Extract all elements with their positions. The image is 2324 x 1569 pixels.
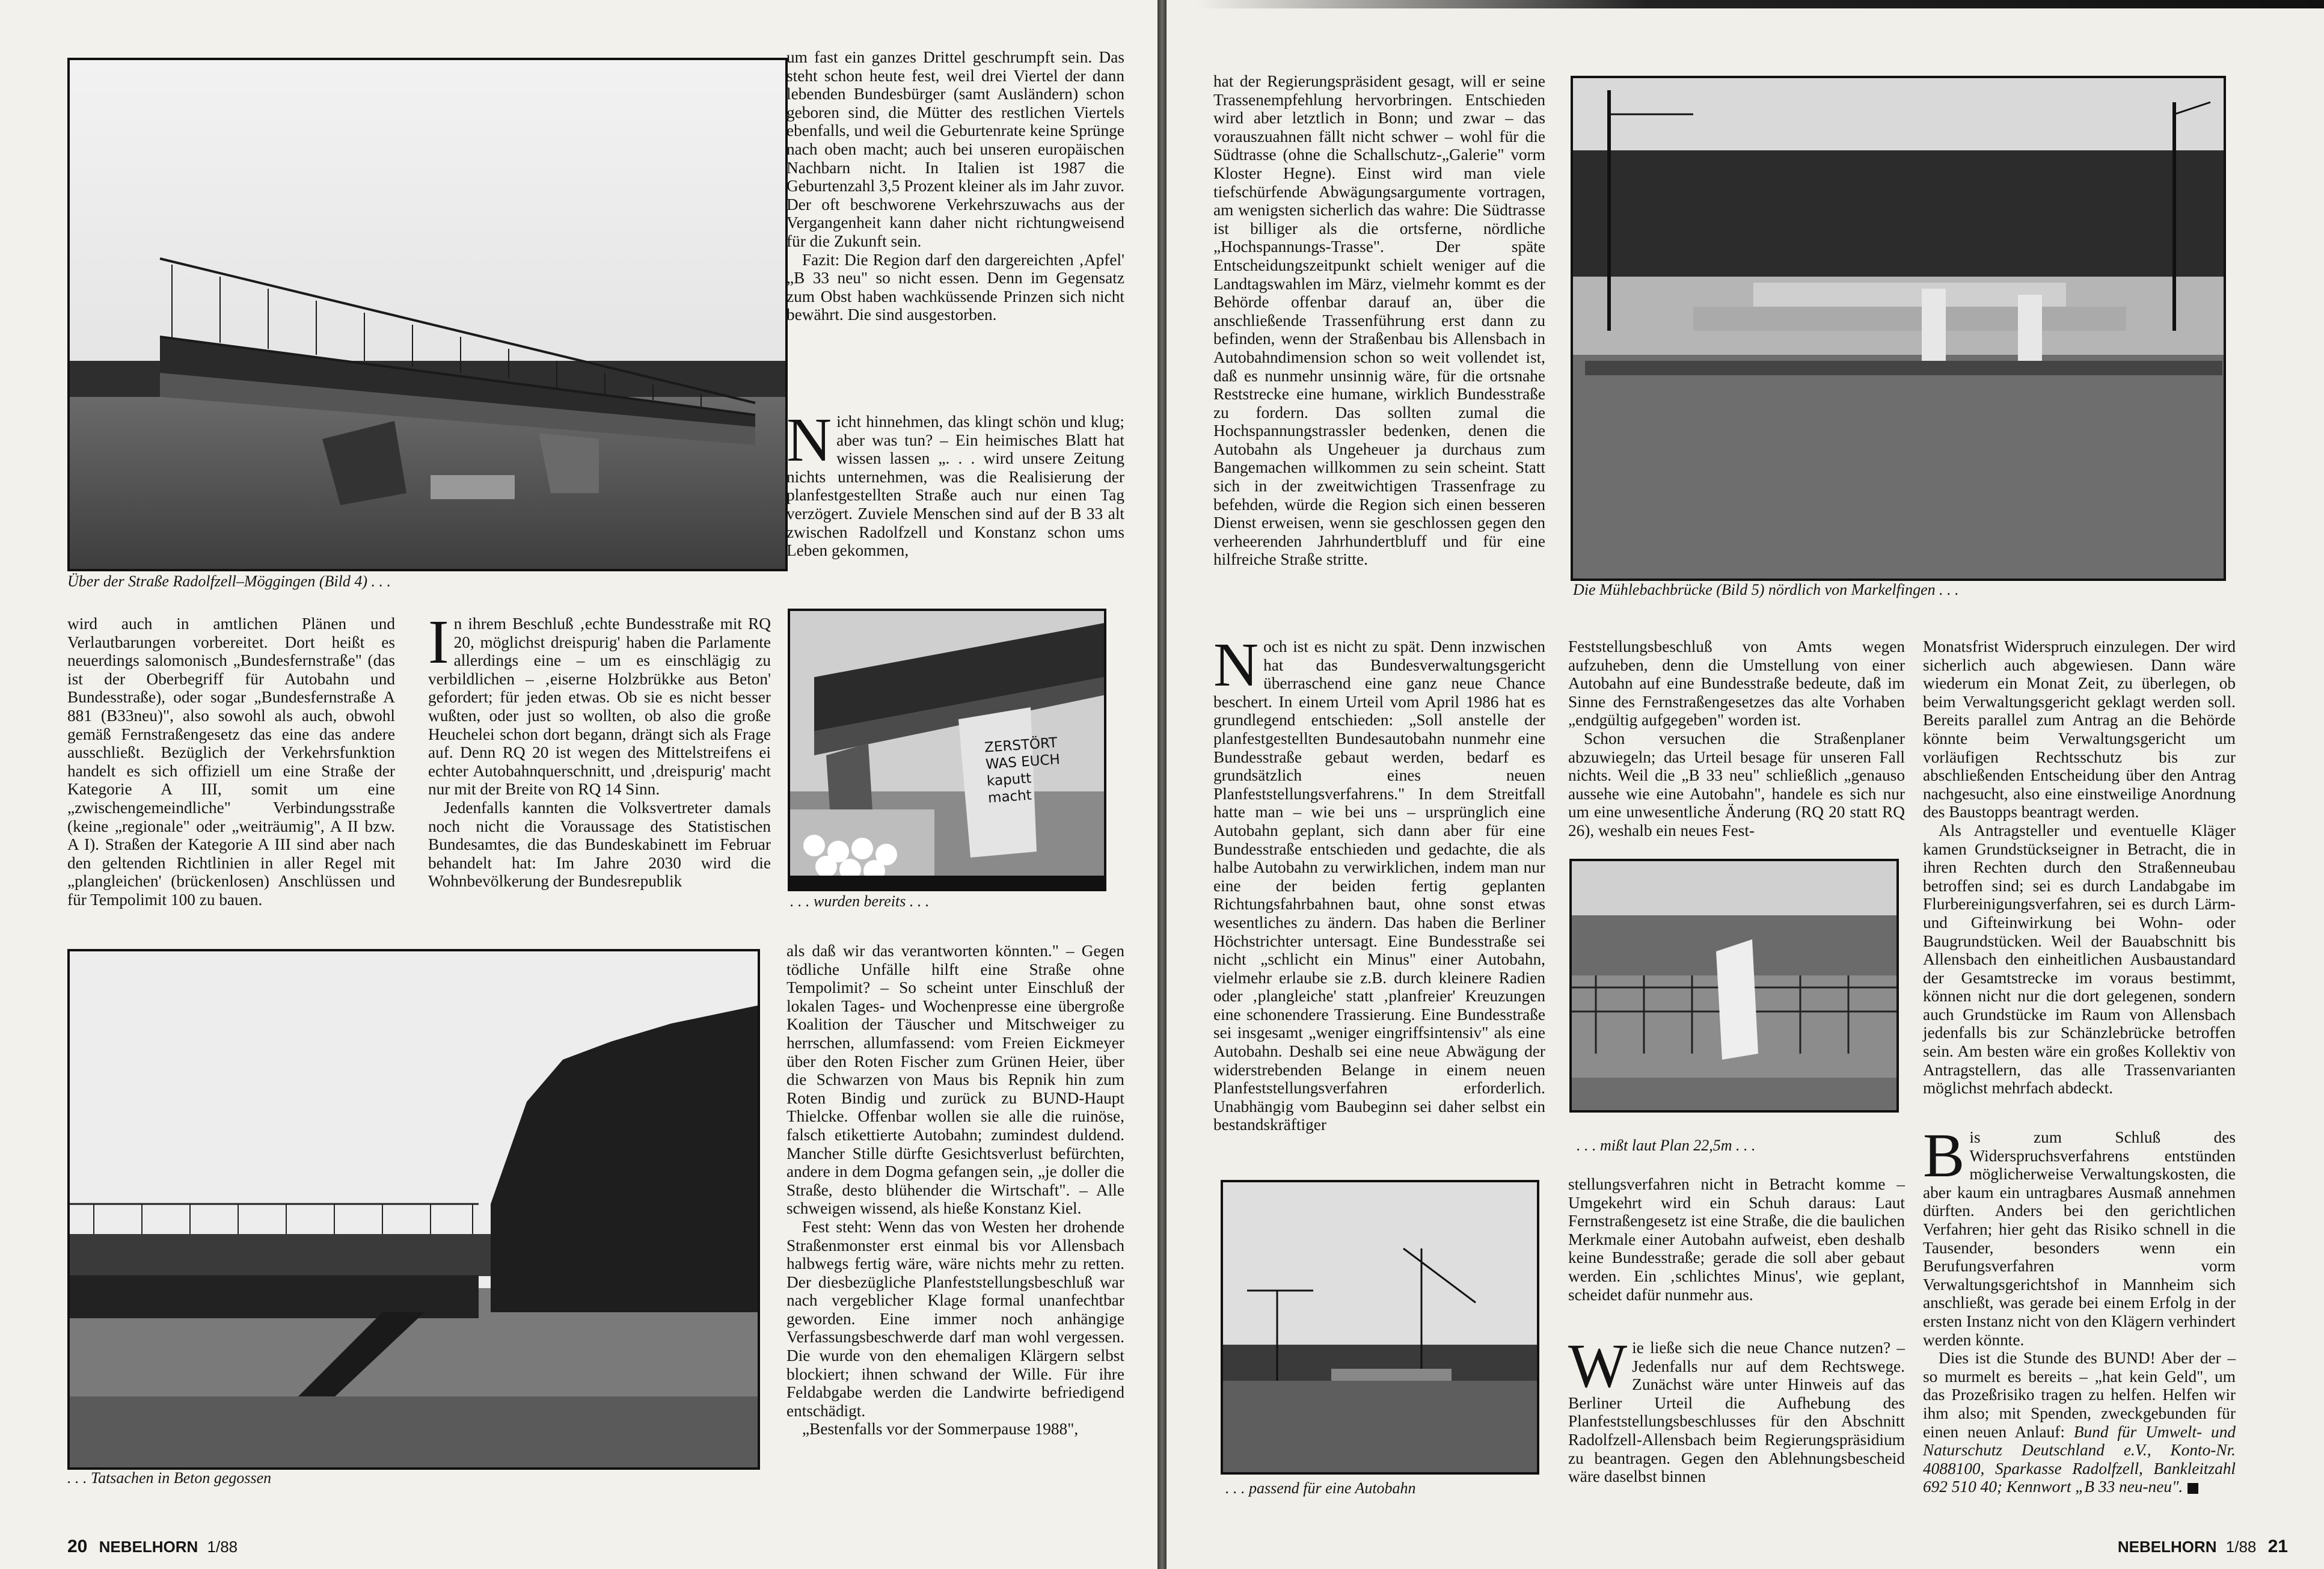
caption-22-5m: . . . mißt laut Plan 22,5m . . . — [1577, 1137, 1756, 1154]
paragraph-text: och ist es nicht zu spät. Denn inzwischen hat das Bundesverwaltungsgericht überraschend eine ganz neue Chance beschert. In einem Urteil vom April 1986 hat es grundlegend entschieden: „Soll anstelle der planfestgestellten Bundesautobahn nunmehr eine Bundesstraße gebaut werden, bedarf es grundsätzlich eines neuen Planfeststellungsverfahrens." In dem Streitfall hatte man – wie bei uns – ursprünglich eine Autobahn geplant, sich dann aber für eine Bundesstraße entschieden und gedachte, die als halbe Autobahn zu verwirklichen, indem man nur eine der beiden fertig geplanten Richtungsfahrbahnen baut, ohne sonst etwas wesentliches zu ändern. Das haben die Berliner Höchstrichter untersagt. Eine Bundesstraße sei nicht „schlicht ein Minus" einer Autobahn, vielmehr erlaube sie z.B. durch kleinere Radien oder ‚plangleiche' statt ‚planfreier' Kreuzungen eine schonendere Trassierung. Eine Bundesstraße sei insgesamt „weniger eingriffsintensiv" als eine Autobahn. Deshalb sei eine neue Abwägung der widerstrebenden Belange in einem neuen Planfeststellungsverfahren erforderlich. Unabhängig vom Baubeginn sei daher selbst ein bestandskräftiger — [1213, 637, 1545, 1134]
paragraph: hat der Regierungspräsident gesagt, will er seine Trassenempfehlung hervorbringen. Entschieden wird aber letztlich in Bonn; und zwar – das vorauszuahnen fällt nicht schwer – wohl für die Südtrasse (ohne die Schallschutz-„Galerie" vorm Kloster Hegne). Einst wird man viele tiefschürfende Abwägungsargumente vortragen, am wenigsten sicherlich das wahre: Die Südtrasse ist billiger als die ortsferne, nördliche „Hochspannungs-Trasse". Der späte Entscheidungszeitpunkt schielt weniger auf die Landtagswahlen im März, vielmehr kommt es der Behörde offenbar darauf an, über die anschließende Trassenführung erst dann zu befinden, wenn der Straßenbau bis Allensbach in Autobahndimension schon so weit vollendet ist, daß es nunmehr unsinnig wäre, für die ortsnahe Reststrecke eine humane, wirklich Bundesstraße zu fordern. Das sollten zumal die Hochspannungstrassler bedenken, denen die Autobahn als Ungeheuer ja durchaus zum Bangemachen willkommen zu sein scheint. Statt sich in der zweitwichtigen Trassenfrage zu befehden, würde die Region sich einen besseren Dienst erweisen, wenn sie geschlossen gegen den verheerenden Jahrhundertbluff und für eine hilfreiche Straße stritte. — [1213, 72, 1545, 569]
left-col1-text — [67, 615, 395, 909]
dropcap: I — [428, 607, 449, 677]
left-page — [0, 0, 1157, 1569]
right-col1-bottom-text — [1213, 630, 1545, 1134]
left-col3-bottom-text — [786, 942, 1124, 1439]
graffiti-line: ZERSTÖRT — [984, 735, 1058, 756]
paragraph — [1568, 1331, 1905, 1486]
dropcap: N — [1213, 630, 1259, 699]
caption-bild4: Über der Straße Radolfzell–Möggingen (Bild 4) . . . — [67, 573, 391, 590]
paragraph-text: Dies ist die Stunde des BUND! Aber der – so murmelt es bereits – „hat kein Geld", um das Prozeßrisiko tragen zu helfen. Helfen wir ihm also; mit Spenden, zweckgebunden für einen neuen Anlauf: — [1923, 1349, 2236, 1441]
paragraph-text: is zum Schluß des Widerspruchsverfahrens entstünden möglicherweise Verwaltungskosten, die aber kaum ein untragbares Ausmaß annehmen dürften. Anders bei den gerichtlichen Verfahren; hier geht das Risiko schnell in die Tausender, besonders wenn ein Berufungsverfahren vorm Verwaltungsgerichtshof in Mannheim sich anschließt, was gerade bei einem Erfolg in der ersten Instanz nicht von den Klägern verhindert werden könnte. — [1923, 1128, 2236, 1349]
photo-bridge-bild4 — [67, 58, 788, 571]
dropcap: N — [786, 405, 832, 474]
caption-tatsachen-beton: . . . Tatsachen in Beton gegossen — [67, 1469, 272, 1487]
magazine-name: NEBELHORN — [2117, 1538, 2217, 1556]
page-number: 20 — [67, 1537, 88, 1556]
photo-muehlebachbruecke-bild5 — [1571, 76, 2226, 581]
bank-details: Bund für Umwelt- und Naturschutz Deutschland e.V., Konto-Nr. 4088100, Sparkasse Radolfzell, Bankleitzahl 692 510 40; Kennwort „B 33 neu-neu". — [1923, 1422, 2236, 1496]
page-footer-left — [67, 1537, 238, 1557]
paragraph: Jedenfalls kannten die Volksvertreter damals noch nicht die Voraussage des Statistischen Bundesamtes, die das Bundeskabinett im Februar behandelt hat: Im Jahre 2030 wird die Wohnbevölkerung der Bundesrepublik — [428, 798, 771, 891]
paragraph-text: icht hinnehmen, das klingt schön und klug; aber was tun? – Ein heimisches Blatt hat wissen lassen „. . . wird unsere Zeitung nichts unternehmen, was die Realisierung der planfestgestellten Straße auch nur einen Tag verzögert. Zuviele Menschen sind auf der B 33 alt zwischen Radolfzell und Konstanz schon ums Leben gekommen, — [786, 413, 1124, 560]
spine-gutter — [1157, 0, 1167, 1569]
graffiti-line: kaputt — [986, 770, 1032, 790]
caption-wurden-bereits: . . . wurden bereits . . . — [790, 892, 930, 910]
left-col3-mid-text — [786, 405, 1124, 560]
photo-bridge-pillars-graffiti — [788, 609, 1106, 891]
paragraph: Als Antragsteller und eventuelle Kläger kamen Grundstückseigner in Betracht, die in ihren Rechten durch den Straßenneubau betroffen sind; sei es durch Landabgabe im Flurbereinigungsverfahren, sei es durch Lärm- und Gifteinwirkung bei Wohn- oder Baugrundstücken. Weil der Bauabschnitt bis Allensbach den einheitlichen Ausbaustandard der Gesamtstrecke im voraus bestimmt, können nicht nur die dort gelegenen, sondern auch Grundstücke im Raum von Allensbach jedenfalls bis zur Schänzlebrücke betroffen sein. Am besten wäre ein großes Kollektiv von Antragstellern, das alle Trassenvarianten möglichst mehrfach abdeckt. — [1923, 821, 2236, 1098]
page-number: 21 — [2267, 1537, 2288, 1556]
graffiti-line: macht — [987, 787, 1032, 806]
left-col3-top-text — [786, 48, 1124, 324]
right-col2-bottom-text — [1568, 1331, 1905, 1486]
paragraph: Fest steht: Wenn das von Westen her drohende Straßenmonster erst einmal bis vor Allensbach halbwegs fertig wäre, wäre nichts mehr zu retten. Der diesbezügliche Planfeststellungsbeschluß war nach vergeblicher Klage formal unanfechtbar geworden. Eine immer noch anhängige Verfassungsbeschwerde darf man wohl vergessen. Die wurde von den ehemaligen Klärgern selbst blockiert; ihnen schwand der Wille. Für ihre Feldabgabe werden die Landwirte befriedigend entschädigt. — [786, 1217, 1124, 1420]
issue-number: 1/88 — [207, 1538, 238, 1556]
photo-pillar-construction — [1569, 859, 1899, 1113]
right-col2-top-text — [1568, 637, 1905, 840]
paragraph: Schon versuchen die Straßenplaner abzuwiegeln; das Urteil besage für unseren Fall nichts. Weil die „B 33 neu" schließlich „genauso aussehe wie eine Autobahn", handele es sich nur um eine unwesentliche Änderung (RQ 20 statt RQ 26), weshalb ein neues Fest- — [1568, 729, 1905, 840]
caption-bild5: Die Mühlebachbrücke (Bild 5) nördlich von Markelfingen . . . — [1573, 581, 1959, 598]
issue-number: 1/88 — [2225, 1538, 2257, 1556]
photo-bridge-forest — [67, 949, 760, 1470]
right-col1-top-text — [1213, 72, 1545, 569]
paragraph: um fast ein ganzes Drittel geschrumpft sein. Das steht schon heute fest, weil drei Viertel der dann lebenden Bundesbürger (samt Ausländern) schon geboren sind, die Mütter des restlichen Viertels ebenfalls, und weil die Geburtenrate keine Sprünge nach oben macht; auch bei unseren europäischen Nachbarn nicht. In Italien ist 1987 die Geburtenzahl 3,5 Prozent kleiner als im Jahr zuvor. Der oft beschworene Verkehrszuwachs aus der Vergangenheit kann daher nicht richtungweisend für die Zukunft sein. — [786, 48, 1124, 250]
dropcap: B — [1923, 1121, 1965, 1190]
paragraph-text: ie ließe sich die neue Chance nutzen? – Jedenfalls nur auf dem Rechtswege. Zunächst wäre unter Hinweis auf das Berliner Urteil die Aufhebung des Planfeststellungsbeschlusses für den Abschnitt Radolfzell-Allensbach beim Regierungspräsidium zu beantragen. Gegen den Ablehnungsbescheid wäre daselbst binnen — [1568, 1339, 1905, 1486]
paragraph — [428, 607, 771, 799]
caption-passend-autobahn: . . . passend für eine Autobahn — [1225, 1479, 1416, 1497]
graffiti-text — [984, 733, 1084, 807]
photo-cranes-field — [1221, 1180, 1539, 1475]
page-footer-right — [2118, 1537, 2288, 1557]
right-col3-top-text — [1923, 637, 2236, 1098]
paragraph — [1923, 1349, 2236, 1496]
top-shadow — [1197, 0, 2324, 8]
paragraph: „Bestenfalls vor der Sommerpause 1988", — [802, 1420, 1079, 1439]
magazine-name: NEBELHORN — [99, 1538, 198, 1556]
paragraph — [1213, 630, 1545, 1134]
paragraph: Fazit: Die Region darf den dargereichten ‚Apfel' „B 33 neu" so nicht essen. Denn im Gegensatz zum Obst haben wachküssende Prinzen sich nicht bewährt. Die sind ausgestorben. — [786, 250, 1124, 324]
paragraph: als daß wir das verantworten könnten." – Gegen tödliche Unfälle hilft eine Straße ohne Tempolimit? – So scheint unter Einschluß der lokalen Tages- und Wochenpresse eine übergroße Koalition der Täuscher und Mitschweiger zu herrschen, allumfassend: vom Freien Eickmeyer über den Roten Fischer zum Grünen Heier, über die Schwarzen von Maus bis Repnik hin zum Roten Bindig und zurück zu BUND-Haupt Thielcke. Offenbar wollen sie alle die ruinöse, falsch etikettierte Autobahn; zumindest duldend. Mancher Stille dürfte Gesichtsverlust befürchten, andere in dem Dogma gefangen sein, „je doller die Straße, desto blühender die Wirtschaft". – Alle schweigen wissend, als hieße Konstanz Kiel. — [786, 942, 1124, 1218]
paragraph: stellungsverfahren nicht in Betracht komme – Umgekehrt wird ein Schuh daraus: Laut Fernstraßengesetz ist eine Straße, die die baulichen Merkmale einer Autobahn aufweist, eben deshalb keine Bundesstraße; gerade die soll aber gebaut werden. Ein ‚schlichtes Minus', wie geplant, scheidet dafür nunmehr aus. — [1568, 1175, 1905, 1304]
right-page — [1167, 0, 2324, 1569]
dropcap: W — [1568, 1331, 1628, 1401]
graffiti-line: WAS EUCH — [985, 752, 1061, 773]
left-col2-text — [428, 607, 771, 891]
paragraph: Feststellungsbeschluß von Amts wegen aufzuheben, denn die Umstellung von einer Autobahn auf eine Bundesstraße bedeute, daß im Sinne des Fernstraßengesetzes das alte Vorhaben „endgültig aufgegeben" worden ist. — [1568, 637, 1905, 729]
paragraph: Monatsfrist Widerspruch einzulegen. Der wird sicherlich auch abgewiesen. Dann wäre wiederum ein Monat Zeit, zu überlegen, ob beim Verwaltungsgericht geklagt werden soll. Bereits parallel zum Antrag an die Behörde könnte beim Verwaltungsgericht um vorläufigen Rechtsschutz bis zur abschließenden Entscheidung über den Antrag nachgesucht, also eine einstweilige Anordnung des Baustopps beantragt werden. — [1923, 637, 2236, 821]
paragraph — [1923, 1121, 2236, 1349]
paragraph — [786, 405, 1124, 560]
paragraph: wird auch in amtlichen Plänen und Verlautbarungen vorbereitet. Dort heißt es neuerdings salomonisch „Bundesfernstraße" (das ist der Oberbegriff für Autobahn und Bundesstraße), oder sogar „Bundesfernstraße A 881 (B33neu)", also sowohl als auch, obwohl gemäß Fernstraßengesetz das eine das andere ausschließt. Bezüglich der Verkehrsfunktion handelt es sich offiziell um eine Straße der Kategorie A III, somit um eine „zwischengemeindliche" Verbindungsstraße (keine „regionale" oder „weiträumig", A II bzw. A I). Straßen der Kategorie A III sind aber nach den geltenden Richtlinien in aller Regel mit „plangleichen' (brückenlosen) Anschlüssen und für Tempolimit 100 zu bauen. — [67, 615, 395, 909]
right-col2-mid-text — [1568, 1175, 1905, 1304]
right-col3-bottom-text — [1923, 1121, 2236, 1496]
end-mark — [2188, 1483, 2198, 1494]
paragraph-text: n ihrem Beschluß ‚echte Bundesstraße mit RQ 20, möglichst dreispurig' haben die Parlamente allerdings eine – um es einschlägig zu verbildlichen – ‚eiserne Holzbrükke aus Beton' gefordert; für jeden etwas. Ob sie es nicht besser wußten, oder just so wollten, ob also die große Heuchelei schon dort begann, drängt sich als Frage auf. Denn RQ 20 ist wegen des Mittelstreifens ei echter Autobahnquerschnitt, und ‚dreispurig' macht nur mit der Breite von RQ 14 Sinn. — [428, 615, 771, 799]
